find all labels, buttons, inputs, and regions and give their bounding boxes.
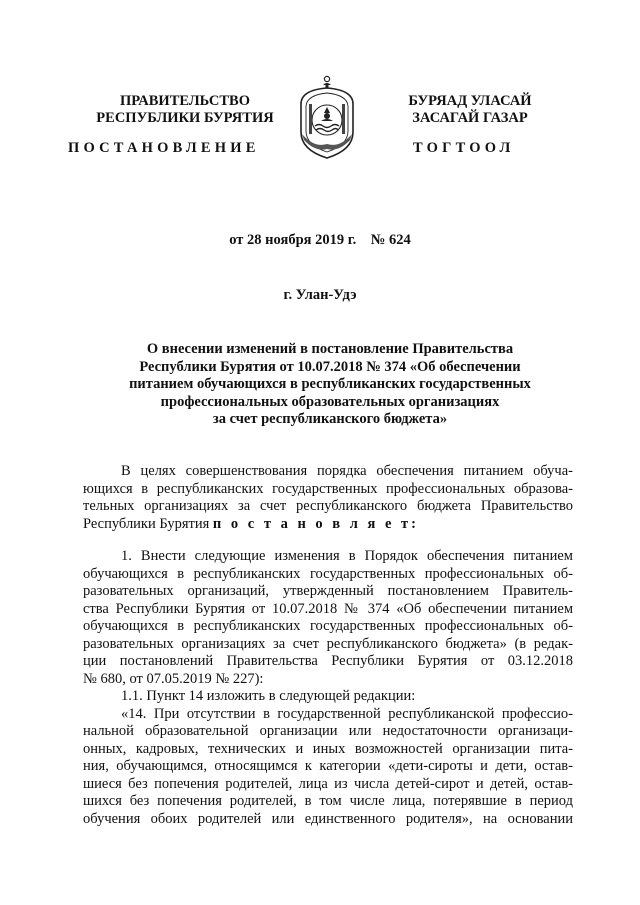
document-date-number: от 28 ноября 2019 г. № 624 bbox=[229, 232, 411, 248]
text-line: В целях совершенствования порядка обеспечения питанием обуча- bbox=[121, 463, 573, 479]
text-line: обучающихся в республиканских государственных профессиональных об- bbox=[83, 565, 573, 582]
text-line: шиеся без попечения родителей, лица из числа детей-сирот и детей, остав- bbox=[83, 775, 573, 792]
text-line: разовательных организациях за счет республиканского бюджета» (в редак- bbox=[83, 635, 573, 652]
title-line: профессиональных образовательных организациях bbox=[160, 393, 500, 410]
text-line: 1. Внести следующие изменения в Порядок обеспечения питанием bbox=[121, 548, 573, 564]
text-line: «14. При отсутствии в государственной республиканской профессио- bbox=[121, 705, 573, 722]
government-name-line: ЗАСАГАЙ ГАЗАР bbox=[412, 110, 528, 126]
document-city: г. Улан-Удэ bbox=[283, 287, 357, 303]
doc-type-buryat: ТОГТООЛ bbox=[413, 140, 515, 156]
body-text bbox=[83, 548, 573, 828]
text-line: нальной образовательной организации или недостаточности организаци- bbox=[83, 723, 573, 739]
title-line: за счет республиканского бюджета» bbox=[212, 411, 448, 427]
title-line: питанием обучающихся в республиканских государственных bbox=[129, 376, 531, 392]
text-line: обучающихся в республиканских государственных профессиональных об- bbox=[83, 618, 573, 634]
text-line: обучения обоих родителей или единственного родителя», на основании bbox=[83, 810, 573, 827]
document-title bbox=[95, 341, 565, 429]
government-name-buryat bbox=[385, 93, 555, 127]
buryatia-coat-of-arms-icon bbox=[296, 74, 358, 160]
doc-type-russian: ПОСТАНОВЛЕНИЕ bbox=[68, 140, 260, 156]
text-line: ции постановлений Правительства Республики Бурятия от 03.12.2018 bbox=[83, 653, 573, 669]
title-line: Республики Бурятия от 10.07.2018 № 374 «Об обеспечении bbox=[139, 358, 521, 375]
preamble-paragraph bbox=[83, 463, 573, 533]
government-name-line: ПРАВИТЕЛЬСТВО bbox=[120, 93, 250, 109]
government-name-line: БУРЯАД УЛАСАЙ bbox=[408, 93, 532, 109]
text-line: № 680, от 07.05.2019 № 227): bbox=[83, 670, 264, 687]
text-line bbox=[83, 516, 573, 534]
title-line: О внесении изменений в постановление Правительства bbox=[146, 341, 514, 357]
text-line: ства Республики Бурятия от 10.07.2018 № 374 «Об обеспечении питанием bbox=[83, 600, 573, 617]
text-line: 1.1. Пункт 14 изложить в следующей редакции: bbox=[121, 688, 416, 704]
text-line: ющихся в республиканских государственных профессиональных образова- bbox=[83, 480, 573, 497]
text-fragment: Республики Бурятия bbox=[83, 515, 213, 532]
text-line: шихся без попечения родителей, в том числе лица, потерявшие в период bbox=[83, 793, 573, 809]
government-name-line: РЕСПУБЛИКИ БУРЯТИЯ bbox=[96, 110, 274, 126]
text-line: разовательных организаций, утвержденный постановлением Правитель- bbox=[83, 583, 573, 599]
resolves-word: п о с т а н о в л я е т: bbox=[212, 515, 419, 532]
government-name-russian bbox=[95, 93, 275, 127]
text-line: ния, обучающимся, относящимся к категории «дети-сироты и дети, остав- bbox=[83, 758, 573, 774]
text-line: тельных организациях за счет республиканского бюджета Правительство bbox=[83, 498, 573, 514]
text-line: онных, кадровых, технических и иных возможностей организации пита- bbox=[83, 740, 573, 757]
